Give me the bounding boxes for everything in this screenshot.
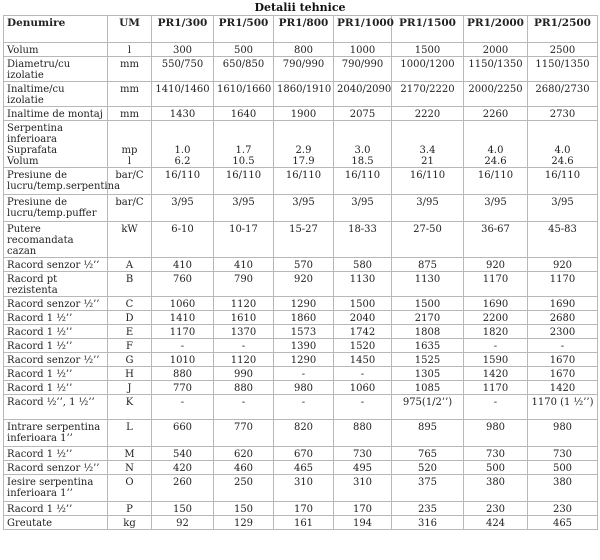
table-row xyxy=(4,311,598,325)
cell-value: 1150/1350 xyxy=(528,57,598,82)
spacer xyxy=(155,123,210,134)
cell-um: A xyxy=(108,258,152,272)
cell-um-line xyxy=(111,134,148,145)
cell-value-line: 3.4 xyxy=(419,145,436,156)
cell-value: 16/110 xyxy=(274,168,334,195)
spacer xyxy=(531,123,594,134)
cell-value: 1500 xyxy=(392,297,464,311)
cell-value-line: 17.9 xyxy=(292,156,315,167)
cell-value: 760 xyxy=(152,272,214,297)
cell-value: 92 xyxy=(152,516,214,530)
cell-value: 194 xyxy=(334,516,392,530)
cell-value: 620 xyxy=(214,447,274,461)
cell-value: 770 xyxy=(152,381,214,395)
spacer xyxy=(395,134,460,145)
cell-value: 1690 xyxy=(528,297,598,311)
spacer xyxy=(277,134,330,145)
cell-um-line xyxy=(111,123,148,134)
table-row xyxy=(4,381,598,395)
cell-um: F xyxy=(108,339,152,353)
cell-um: mm xyxy=(108,82,152,107)
cell-value: 6-10 xyxy=(152,222,214,258)
cell-value: 1610 xyxy=(214,311,274,325)
cell-um: bar/C xyxy=(108,195,152,222)
table-row xyxy=(4,475,598,502)
cell-value: 150 xyxy=(214,502,274,516)
cell-value: 1590 xyxy=(464,353,528,367)
spacer xyxy=(155,134,210,145)
cell-value-line: 6.2 xyxy=(174,156,191,167)
cell-value-line: 10.5 xyxy=(232,156,255,167)
cell-value: 1808 xyxy=(392,325,464,339)
cell-value: 3/95 xyxy=(392,195,464,222)
table-row xyxy=(4,82,598,107)
cell-value: 465 xyxy=(528,516,598,530)
cell-value: 1420 xyxy=(464,367,528,381)
cell-value: 880 xyxy=(334,420,392,447)
cell-value: 790 xyxy=(214,272,274,297)
spacer xyxy=(277,123,330,134)
header-pr1-1000: PR1/1000 xyxy=(334,16,392,43)
cell-value: 3/95 xyxy=(214,195,274,222)
cell-um: kg xyxy=(108,516,152,530)
cell-value: 460 xyxy=(214,461,274,475)
cell-value: 1170 xyxy=(464,272,528,297)
cell-value: 380 xyxy=(464,475,528,502)
table-row xyxy=(4,447,598,461)
header-pr1-2000: PR1/2000 xyxy=(464,16,528,43)
cell-denumire: Intrare serpentina inferioara 1’’ xyxy=(4,420,108,447)
cell-value: - xyxy=(464,395,528,420)
table-row xyxy=(4,420,598,447)
cell-denumire-line: Serpentina inferioara xyxy=(7,123,63,145)
cell-value: 580 xyxy=(334,258,392,272)
cell-value: 3/95 xyxy=(464,195,528,222)
cell-value: 1370 xyxy=(214,325,274,339)
cell-value: 316 xyxy=(392,516,464,530)
table-row xyxy=(4,297,598,311)
cell-value: 16/110 xyxy=(214,168,274,195)
cell-value: 1860 xyxy=(274,311,334,325)
cell-value: 1670 xyxy=(528,353,598,367)
cell-value: 1170 xyxy=(528,272,598,297)
cell-value: 230 xyxy=(464,502,528,516)
table-row xyxy=(4,168,598,195)
cell-value: - xyxy=(274,395,334,420)
header-pr1-300: PR1/300 xyxy=(152,16,214,43)
header-pr1-1500: PR1/1500 xyxy=(392,16,464,43)
cell-value: 1170 xyxy=(152,325,214,339)
cell-value-line: 4.0 xyxy=(487,145,504,156)
cell-denumire xyxy=(4,121,108,168)
cell-um: H xyxy=(108,367,152,381)
cell-value: 1120 xyxy=(214,353,274,367)
cell-value: 2040/2090 xyxy=(334,82,392,107)
cell-value: 3/95 xyxy=(274,195,334,222)
cell-value: 920 xyxy=(274,272,334,297)
cell-value-line: 24.6 xyxy=(484,156,507,167)
cell-denumire: Putere recomandata cazan xyxy=(4,222,108,258)
cell-value: 230 xyxy=(528,502,598,516)
cell-value: 1170 (1 ½’’) xyxy=(528,395,598,420)
cell-value: 1410 xyxy=(152,311,214,325)
cell-value: 550/750 xyxy=(152,57,214,82)
cell-value: 495 xyxy=(334,461,392,475)
cell-value: 2170 xyxy=(392,311,464,325)
cell-value: 980 xyxy=(464,420,528,447)
table-row xyxy=(4,258,598,272)
cell-value: 820 xyxy=(274,420,334,447)
cell-value: 1390 xyxy=(274,339,334,353)
cell-value: 920 xyxy=(464,258,528,272)
cell-value: 250 xyxy=(214,475,274,502)
cell-um: M xyxy=(108,447,152,461)
cell-um: P xyxy=(108,502,152,516)
cell-denumire: Racord senzor ½’’ xyxy=(4,258,108,272)
cell-value: 2200 xyxy=(464,311,528,325)
cell-value: 1305 xyxy=(392,367,464,381)
cell-um: l xyxy=(108,43,152,57)
table-row xyxy=(4,325,598,339)
cell-value: 1610/1660 xyxy=(214,82,274,107)
cell-value: 1500 xyxy=(334,297,392,311)
cell-value-line: 18.5 xyxy=(351,156,374,167)
cell-value-line: 1.0 xyxy=(174,145,191,156)
cell-value: 3/95 xyxy=(528,195,598,222)
header-um: UM xyxy=(108,16,152,43)
cell-value: 300 xyxy=(152,43,214,57)
cell-value: 27-50 xyxy=(392,222,464,258)
cell-value: 36-67 xyxy=(464,222,528,258)
cell-denumire-line: Suprafata xyxy=(7,145,58,156)
table-row xyxy=(4,367,598,381)
cell-value: 2260 xyxy=(464,107,528,121)
cell-value: 800 xyxy=(274,43,334,57)
cell-value: 170 xyxy=(274,502,334,516)
cell-value: - xyxy=(152,395,214,420)
table-row xyxy=(4,461,598,475)
cell-value: - xyxy=(274,367,334,381)
cell-value: 16/110 xyxy=(334,168,392,195)
cell-value: 765 xyxy=(392,447,464,461)
cell-value xyxy=(464,121,528,168)
header-row xyxy=(4,16,598,43)
table-row xyxy=(4,57,598,82)
cell-value: 2680/2730 xyxy=(528,82,598,107)
cell-value: 310 xyxy=(334,475,392,502)
table-row xyxy=(4,195,598,222)
cell-value: 1150/1350 xyxy=(464,57,528,82)
cell-um: bar/C xyxy=(108,168,152,195)
cell-value: 730 xyxy=(464,447,528,461)
cell-value: 1085 xyxy=(392,381,464,395)
cell-value: - xyxy=(214,339,274,353)
cell-value: 730 xyxy=(528,447,598,461)
cell-value: 410 xyxy=(214,258,274,272)
cell-value-line: 1.7 xyxy=(235,145,252,156)
spacer xyxy=(217,123,270,134)
cell-value: 660 xyxy=(152,420,214,447)
cell-denumire: Volum xyxy=(4,43,108,57)
cell-um xyxy=(108,121,152,168)
cell-value xyxy=(152,121,214,168)
cell-value: 1900 xyxy=(274,107,334,121)
cell-value: 16/110 xyxy=(392,168,464,195)
cell-value: 1640 xyxy=(214,107,274,121)
cell-denumire: Racord senzor ½’’ xyxy=(4,297,108,311)
table-row xyxy=(4,272,598,297)
spacer xyxy=(217,134,270,145)
cell-um: O xyxy=(108,475,152,502)
cell-value: 1170 xyxy=(464,381,528,395)
cell-value: 161 xyxy=(274,516,334,530)
cell-value: 2000/2250 xyxy=(464,82,528,107)
header-pr1-500: PR1/500 xyxy=(214,16,274,43)
cell-value xyxy=(214,121,274,168)
cell-value: 18-33 xyxy=(334,222,392,258)
cell-value: 260 xyxy=(152,475,214,502)
cell-value: 790/990 xyxy=(274,57,334,82)
table-row xyxy=(4,516,598,530)
cell-value xyxy=(528,121,598,168)
cell-denumire: Diametru/cu izolatie xyxy=(4,57,108,82)
cell-value: 520 xyxy=(392,461,464,475)
cell-value: 235 xyxy=(392,502,464,516)
cell-value: 16/110 xyxy=(464,168,528,195)
cell-value: 170 xyxy=(334,502,392,516)
cell-value: 2680 xyxy=(528,311,598,325)
cell-value xyxy=(392,121,464,168)
cell-value: 895 xyxy=(392,420,464,447)
cell-value: 2075 xyxy=(334,107,392,121)
cell-value: 1430 xyxy=(152,107,214,121)
cell-value: 129 xyxy=(214,516,274,530)
cell-um: L xyxy=(108,420,152,447)
cell-value: 375 xyxy=(392,475,464,502)
table-title: Detalii tehnice xyxy=(254,1,346,14)
header-pr1-2500: PR1/2500 xyxy=(528,16,598,43)
header-denumire: Denumire xyxy=(4,16,108,43)
technical-details-table xyxy=(3,15,598,530)
cell-value: 880 xyxy=(214,381,274,395)
cell-value: 1635 xyxy=(392,339,464,353)
cell-value: 2730 xyxy=(528,107,598,121)
cell-um: D xyxy=(108,311,152,325)
spacer xyxy=(531,134,594,145)
cell-value: 980 xyxy=(274,381,334,395)
cell-um: J xyxy=(108,381,152,395)
cell-value-line: 24.6 xyxy=(551,156,574,167)
cell-value: 730 xyxy=(334,447,392,461)
cell-value-line: 4.0 xyxy=(554,145,571,156)
table-row xyxy=(4,395,598,420)
spacer xyxy=(337,134,388,145)
cell-value: 16/110 xyxy=(152,168,214,195)
cell-denumire: Racord ½’’, 1 ½’’ xyxy=(4,395,108,420)
cell-value: - xyxy=(464,339,528,353)
cell-value: 1130 xyxy=(392,272,464,297)
cell-denumire: Racord pt rezistenta xyxy=(4,272,108,297)
cell-value: 1520 xyxy=(334,339,392,353)
cell-denumire: Presiune de lucru/temp.puffer xyxy=(4,195,108,222)
cell-value-line: 21 xyxy=(421,156,434,167)
cell-value: 1500 xyxy=(392,43,464,57)
cell-value: 1860/1910 xyxy=(274,82,334,107)
cell-value: 15-27 xyxy=(274,222,334,258)
cell-value xyxy=(334,121,392,168)
cell-denumire: Racord 1 ½’’ xyxy=(4,381,108,395)
cell-value: 980 xyxy=(528,420,598,447)
cell-um: N xyxy=(108,461,152,475)
cell-denumire: Racord senzor ½’’ xyxy=(4,461,108,475)
cell-denumire: Iesire serpentina inferioara 1’’ xyxy=(4,475,108,502)
cell-value: 875 xyxy=(392,258,464,272)
cell-value: 10-17 xyxy=(214,222,274,258)
cell-value: - xyxy=(214,395,274,420)
cell-value: 500 xyxy=(528,461,598,475)
cell-value: 500 xyxy=(464,461,528,475)
table-row xyxy=(4,353,598,367)
cell-value: 2000 xyxy=(464,43,528,57)
cell-um: E xyxy=(108,325,152,339)
cell-value: 1420 xyxy=(528,381,598,395)
cell-value: 670 xyxy=(274,447,334,461)
table-row xyxy=(4,43,598,57)
cell-value: 1525 xyxy=(392,353,464,367)
cell-value: 1130 xyxy=(334,272,392,297)
cell-denumire: Racord 1 ½’’ xyxy=(4,339,108,353)
cell-value: 410 xyxy=(152,258,214,272)
spacer xyxy=(337,123,388,134)
cell-value: 1573 xyxy=(274,325,334,339)
cell-value: 150 xyxy=(152,502,214,516)
cell-denumire: Racord 1 ½’’ xyxy=(4,502,108,516)
cell-value: 310 xyxy=(274,475,334,502)
cell-value: 3/95 xyxy=(334,195,392,222)
spacer xyxy=(467,134,524,145)
cell-value: 1290 xyxy=(274,353,334,367)
cell-value: 380 xyxy=(528,475,598,502)
table-row xyxy=(4,339,598,353)
cell-value: 1060 xyxy=(152,297,214,311)
cell-denumire: Inaltime de montaj xyxy=(4,107,108,121)
cell-value: - xyxy=(528,339,598,353)
cell-denumire: Racord 1 ½’’ xyxy=(4,325,108,339)
cell-value: 1000/1200 xyxy=(392,57,464,82)
cell-value: 2220 xyxy=(392,107,464,121)
table-row xyxy=(4,107,598,121)
table-row xyxy=(4,222,598,258)
cell-value: 990 xyxy=(214,367,274,381)
cell-value: 1410/1460 xyxy=(152,82,214,107)
cell-value: 2500 xyxy=(528,43,598,57)
cell-value: - xyxy=(152,339,214,353)
cell-value: 790/990 xyxy=(334,57,392,82)
cell-um: mm xyxy=(108,57,152,82)
cell-denumire: Inaltime/cu izolatie xyxy=(4,82,108,107)
cell-value: 2300 xyxy=(528,325,598,339)
cell-value: 650/850 xyxy=(214,57,274,82)
cell-um: B xyxy=(108,272,152,297)
cell-um: mm xyxy=(108,107,152,121)
cell-value: 975(1/2’’) xyxy=(392,395,464,420)
cell-value: 1670 xyxy=(528,367,598,381)
cell-denumire: Presiune de lucru/temp.serpentina xyxy=(4,168,108,195)
cell-value: 770 xyxy=(214,420,274,447)
cell-value: 16/110 xyxy=(528,168,598,195)
cell-denumire: Greutate xyxy=(4,516,108,530)
cell-value xyxy=(274,121,334,168)
cell-um: K xyxy=(108,395,152,420)
cell-value: 540 xyxy=(152,447,214,461)
cell-um: C xyxy=(108,297,152,311)
cell-value: 1000 xyxy=(334,43,392,57)
cell-value: 1450 xyxy=(334,353,392,367)
cell-denumire: Racord senzor ½’’ xyxy=(4,353,108,367)
cell-um-line: l xyxy=(127,156,132,167)
cell-value: 1060 xyxy=(334,381,392,395)
cell-value: 1010 xyxy=(152,353,214,367)
cell-value-line: 3.0 xyxy=(354,145,371,156)
cell-um-line: mp xyxy=(121,145,138,156)
cell-value-line: 2.9 xyxy=(295,145,312,156)
cell-value: 570 xyxy=(274,258,334,272)
cell-value: 1742 xyxy=(334,325,392,339)
spacer xyxy=(467,123,524,134)
table-row xyxy=(4,121,598,168)
cell-value: 500 xyxy=(214,43,274,57)
cell-denumire: Racord 1 ½’’ xyxy=(4,447,108,461)
spacer xyxy=(395,123,460,134)
cell-value: 2040 xyxy=(334,311,392,325)
cell-value: - xyxy=(334,367,392,381)
cell-value: 1820 xyxy=(464,325,528,339)
document xyxy=(3,0,597,530)
cell-value: 420 xyxy=(152,461,214,475)
cell-denumire: Racord 1 ½’’ xyxy=(4,311,108,325)
cell-value: 1690 xyxy=(464,297,528,311)
cell-um: G xyxy=(108,353,152,367)
cell-value: 920 xyxy=(528,258,598,272)
cell-value: 2170/2220 xyxy=(392,82,464,107)
cell-value: 1290 xyxy=(274,297,334,311)
cell-value: 1120 xyxy=(214,297,274,311)
cell-um: kW xyxy=(108,222,152,258)
cell-value: 3/95 xyxy=(152,195,214,222)
cell-value: 45-83 xyxy=(528,222,598,258)
cell-value: - xyxy=(334,395,392,420)
cell-value: 424 xyxy=(464,516,528,530)
cell-denumire-line: Volum xyxy=(7,156,39,167)
cell-value: 880 xyxy=(152,367,214,381)
table-row xyxy=(4,502,598,516)
header-pr1-800: PR1/800 xyxy=(274,16,334,43)
cell-denumire: Racord 1 ½’’ xyxy=(4,367,108,381)
cell-value: 465 xyxy=(274,461,334,475)
